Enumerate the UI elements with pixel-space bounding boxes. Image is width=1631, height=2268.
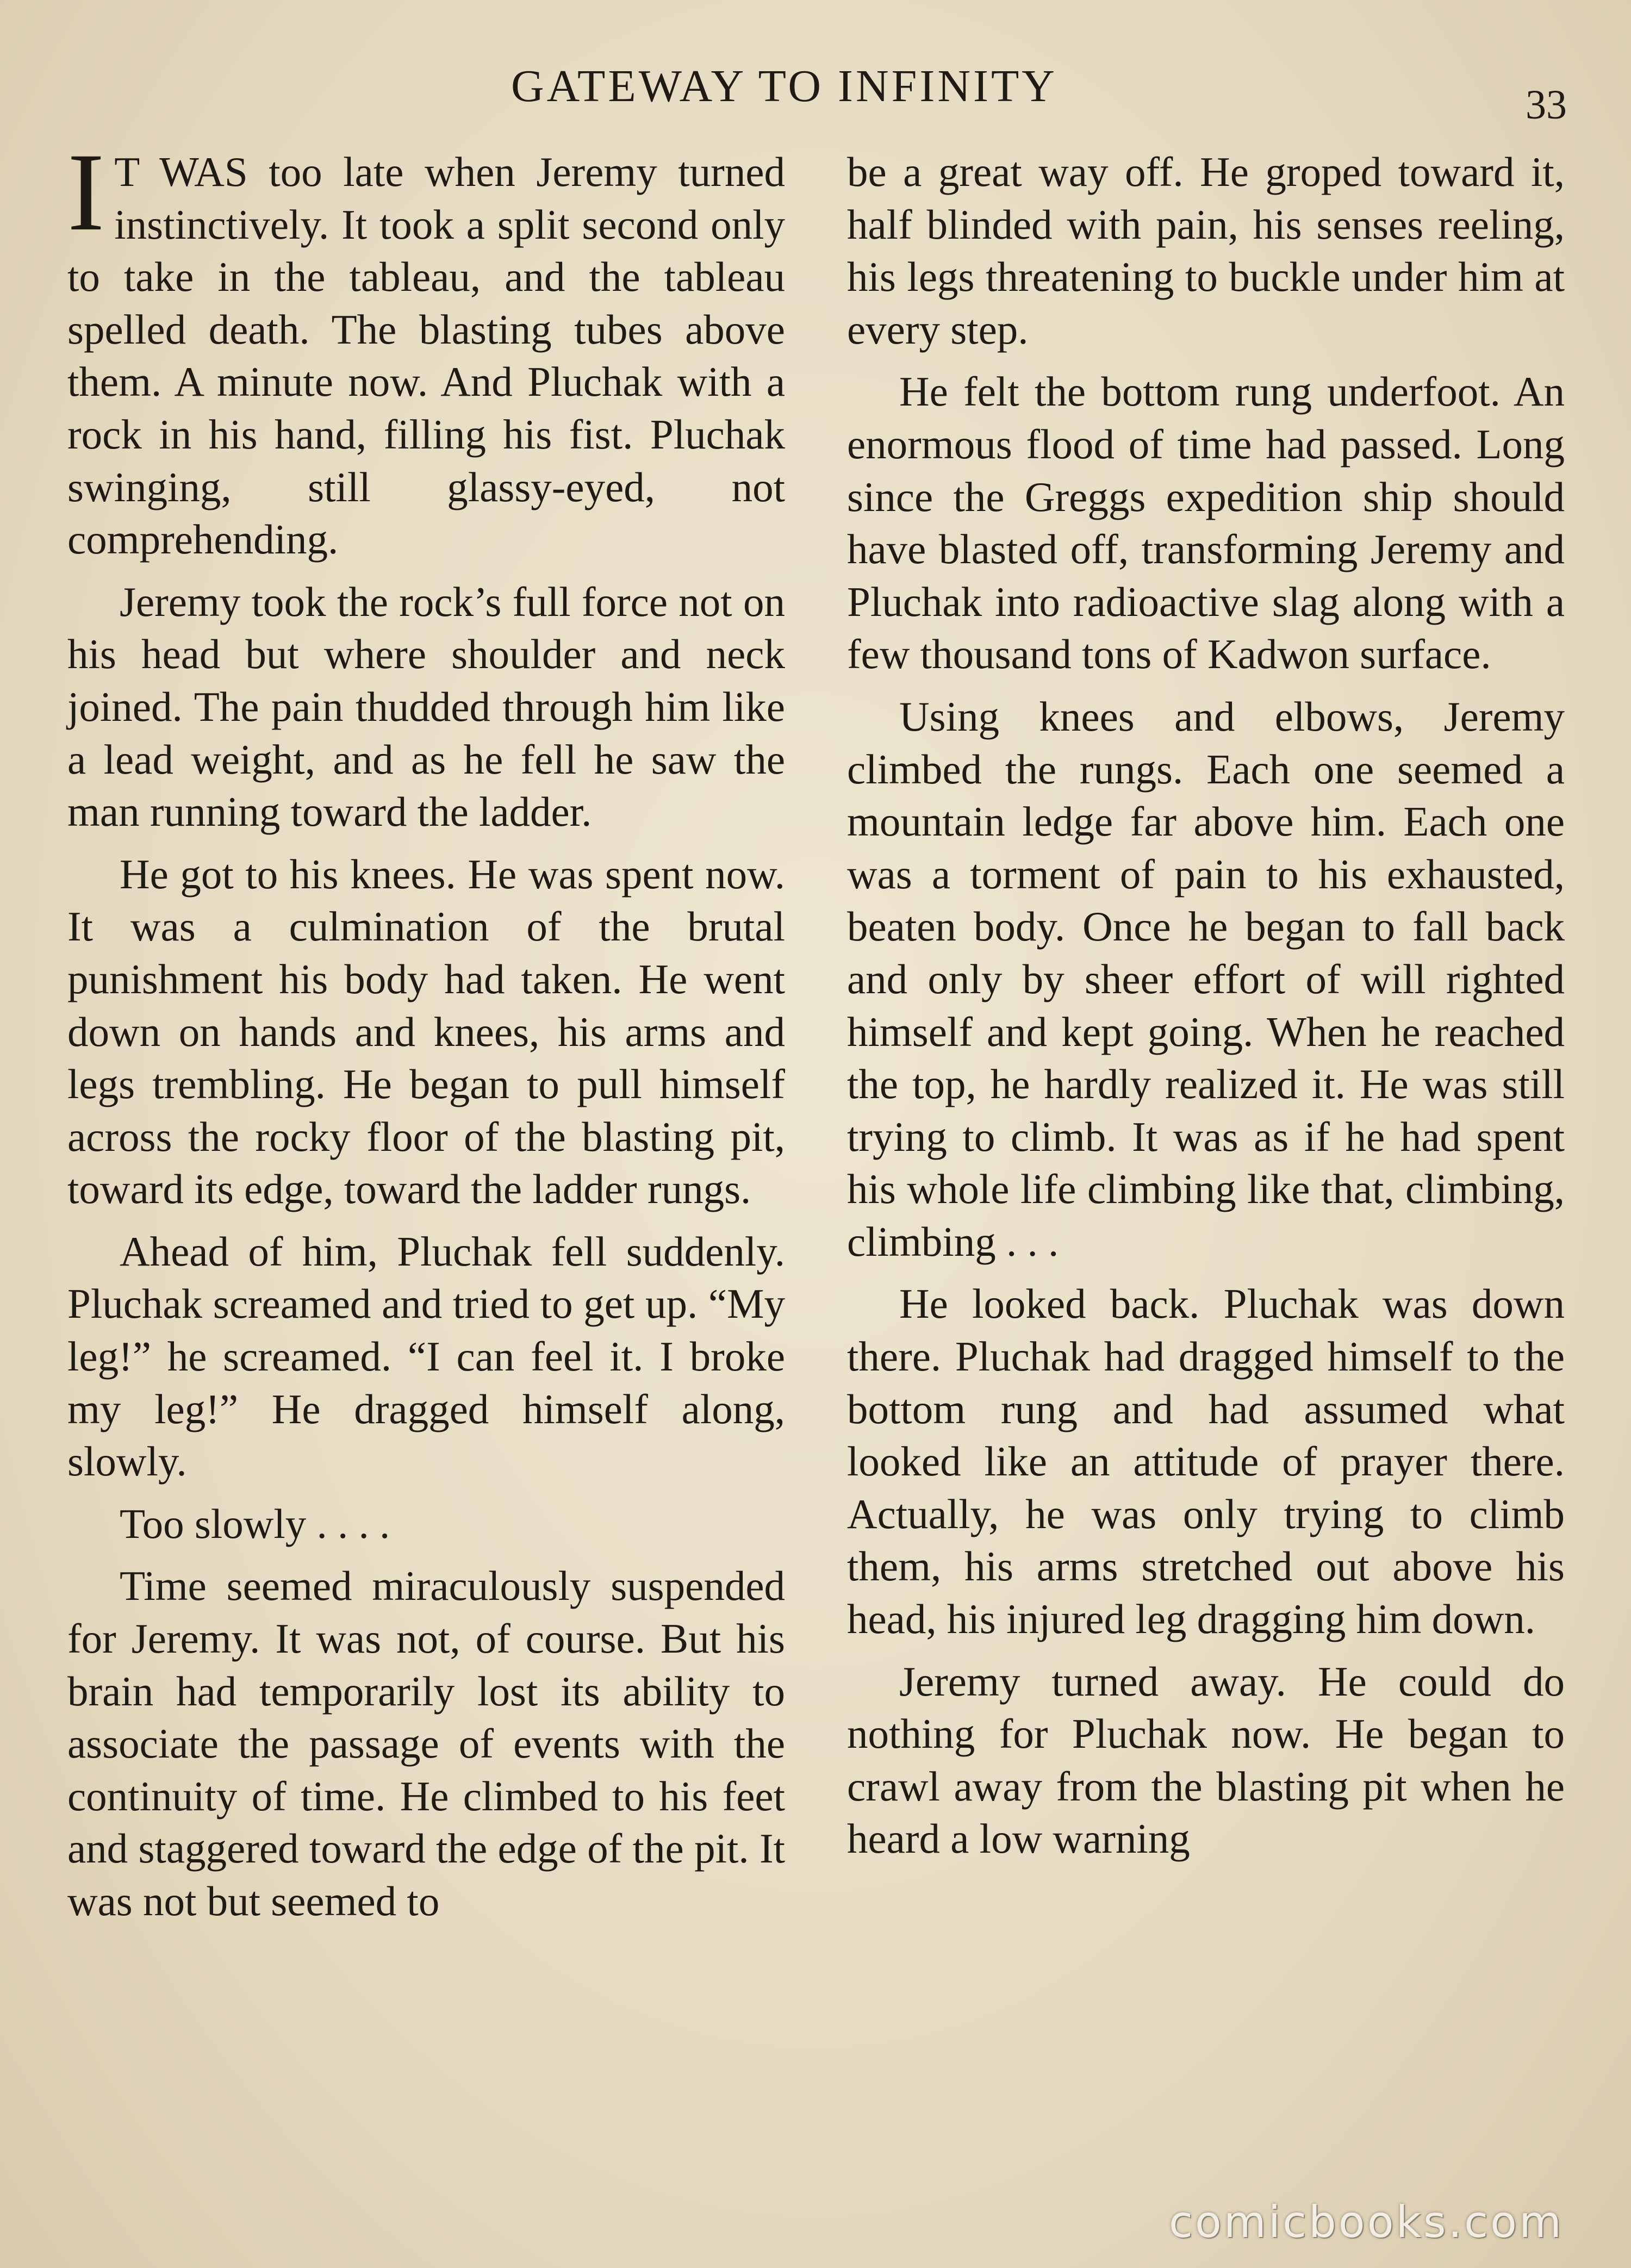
paragraph: Time seemed miraculously suspended for Jeremy. It was not, of course. But his brain had temporarily lost its ability to associate the passage of events with the continuity of time. He climbed to his feet and staggered toward the edge of the pit. It was not but seemed to [67,1562,785,1924]
paragraph: He got to his knees. He was spent now. It was a culmination of the brutal punishment his body had taken. He went down on hands and knees, his arms and legs trembling. He began to pull himself across the rocky floor of the blasting pit, toward its edge, toward the ladder rungs. [67,850,785,1213]
left-column [67,130,785,2211]
paragraph: be a great way off. He groped toward it, half blinded with pain, his senses reeling, his legs threatening to buckle under him at every step. [847,148,1565,353]
right-column [847,146,1565,2211]
paragraph: He felt the bottom rung underfoot. An enormous flood of time had passed. Long since the Greggs expedition ship should have blasted off, transforming Jeremy and Pluchak into radioactive slag along with a few thousand tons of Kadwon surface. [847,368,1565,678]
drop-cap: I [67,130,105,254]
paragraph: Jeremy took the rock’s full force not on his head but where shoulder and neck joined. The pain thudded through him like a lead weight, and as he fell he saw the man running toward the ladder. [67,578,785,836]
page-header [0,60,1631,128]
watermark: comicbooks.com [1168,2197,1564,2247]
paragraph: He looked back. Pluchak was down there. Pluchak had dragged himself to the bottom rung and had assumed what looked like an attitude of prayer there. Actually, he was only trying to climb them, his arms stretched out above his head, his injured leg dragging him down. [847,1280,1565,1643]
paragraph [67,130,785,566]
paragraph: Too slowly . . . . [120,1500,390,1547]
paragraph: Ahead of him, Pluchak fell suddenly. Pluchak screamed and tried to get up. “My leg!” he screamed. “I can feel it. I broke my leg!” He dragged himself along, slowly. [67,1228,785,1485]
running-title: GATEWAY TO INFINITY [511,61,1057,111]
paragraph: Using knees and elbows, Jeremy climbed the rungs. Each one seemed a mountain ledge far above him. Each one was a torment of pain to his exhausted, beaten body. Once he began to fall back and only by sheer effort of will righted himself and kept going. When he reached the top, he hardly realized it. He was still trying to climb. It was as if he had spent his whole life climbing like that, climbing, climbing . . . [847,693,1565,1265]
page-number: 33 [1526,82,1567,128]
paragraph: Jeremy turned away. He could do nothing for Pluchak now. He began to crawl away from the blasting pit when he heard a low warning [847,1658,1565,1862]
paragraph-text: T WAS too late when Jeremy turned instinctively. It took a split second only to take in the tableau, and the tableau spelled death. The blasting tubes above them. A minute now. And Pluchak with a rock in his hand, filling his fist. Pluchak swinging, still glassy-eyed, not comprehending. [67,148,785,563]
